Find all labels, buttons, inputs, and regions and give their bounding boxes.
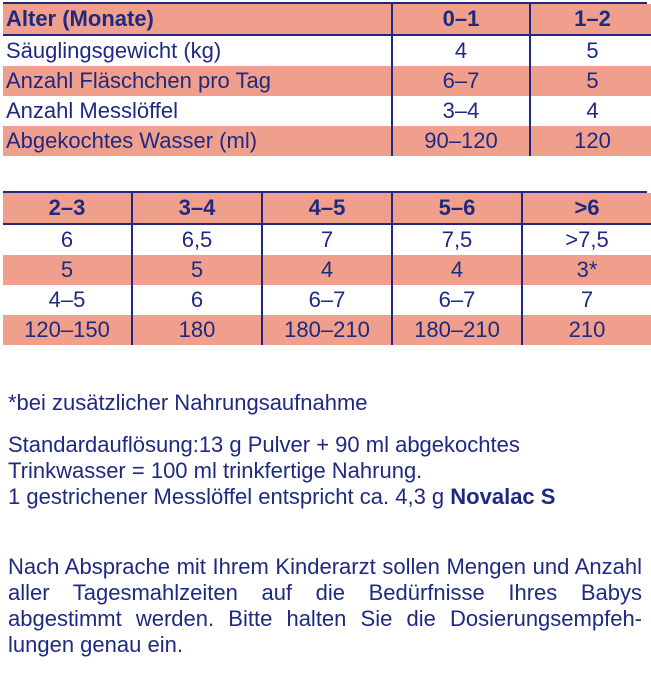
header-col-5-6: 5–6: [392, 193, 522, 224]
header-col-2-3: 2–3: [3, 193, 132, 224]
cell: 5: [3, 255, 132, 285]
row-value: 90–120: [392, 126, 530, 156]
header-col-4-5: 4–5: [262, 193, 392, 224]
table-header-row: [3, 4, 651, 35]
cell: 210: [522, 315, 651, 345]
row-label: Anzahl Messlöffel: [6, 98, 179, 123]
header-age-label: Alter (Monate): [3, 4, 392, 35]
cell: 6–7: [392, 285, 522, 315]
cell: 180–210: [392, 315, 522, 345]
cell: 120–150: [3, 315, 132, 345]
brand-name: Novalac S: [450, 484, 556, 509]
row-value: 3–4: [392, 96, 530, 126]
table-row: [3, 66, 651, 96]
table-row: [3, 224, 651, 255]
cell: 4: [262, 255, 392, 285]
standard-line-2: Trinkwasser = 100 ml trinkfertige Nahrung.: [8, 458, 423, 483]
row-label: Abgekochtes Wasser (ml): [3, 126, 392, 156]
cell: 3*: [522, 255, 651, 285]
row-label: Säuglingsgewicht (kg): [6, 38, 222, 63]
table-row: [3, 255, 651, 285]
standard-line-3-text: 1 gestrichener Messlöffel entspricht ca. 4,3 g: [8, 484, 451, 509]
row-value: 5: [530, 35, 651, 66]
cell: >7,5: [522, 224, 651, 255]
cell: 6: [132, 285, 262, 315]
header-col-0-1: 0–1: [392, 4, 530, 35]
table-row: [3, 35, 651, 66]
cell: 6: [60, 227, 74, 252]
row-value: 5: [530, 66, 651, 96]
feeding-table-age-2-plus: [3, 193, 651, 345]
cell: 5: [132, 255, 262, 285]
table-row: [3, 285, 651, 315]
table-header-row: [3, 193, 651, 224]
cell: 7: [522, 285, 651, 315]
cell: 4: [392, 255, 522, 285]
header-col-3-4: 3–4: [132, 193, 262, 224]
row-label: Anzahl Fläschchen pro Tag: [3, 66, 392, 96]
standard-line-1: Standardauflösung:13 g Pulver + 90 ml abgekochtes: [8, 432, 520, 457]
cell: 6–7: [262, 285, 392, 315]
footnote: *bei zusätzlicher Nahrungsaufnahme: [8, 390, 368, 415]
cell: 180: [132, 315, 262, 345]
table-row: [3, 96, 651, 126]
row-value: 6–7: [392, 66, 530, 96]
cell: 7: [262, 224, 392, 255]
feeding-table-age-0-2: [3, 4, 651, 156]
advice-paragraph: Nach Absprache mit Ihrem Kinderarzt sollen Mengen und Anzahl aller Tagesmahlzeiten auf die Bedürfnisse Ihres Babys abgestimmt werden. Bitte halten Sie die Dosierungsempfeh-lungen genau ein.: [8, 554, 642, 657]
cell: 7,5: [392, 224, 522, 255]
header-col-over-6: >6: [522, 193, 651, 224]
standard-line-3: [8, 484, 555, 510]
table-row: [3, 126, 651, 156]
row-value: 120: [530, 126, 651, 156]
table-row: [3, 315, 651, 345]
header-col-1-2: 1–2: [530, 4, 651, 35]
row-value: 4: [530, 96, 651, 126]
cell: 180–210: [262, 315, 392, 345]
cell: 4–5: [48, 287, 86, 312]
cell: 6,5: [132, 224, 262, 255]
standard-preparation-text: [8, 432, 555, 510]
row-value: 4: [392, 35, 530, 66]
